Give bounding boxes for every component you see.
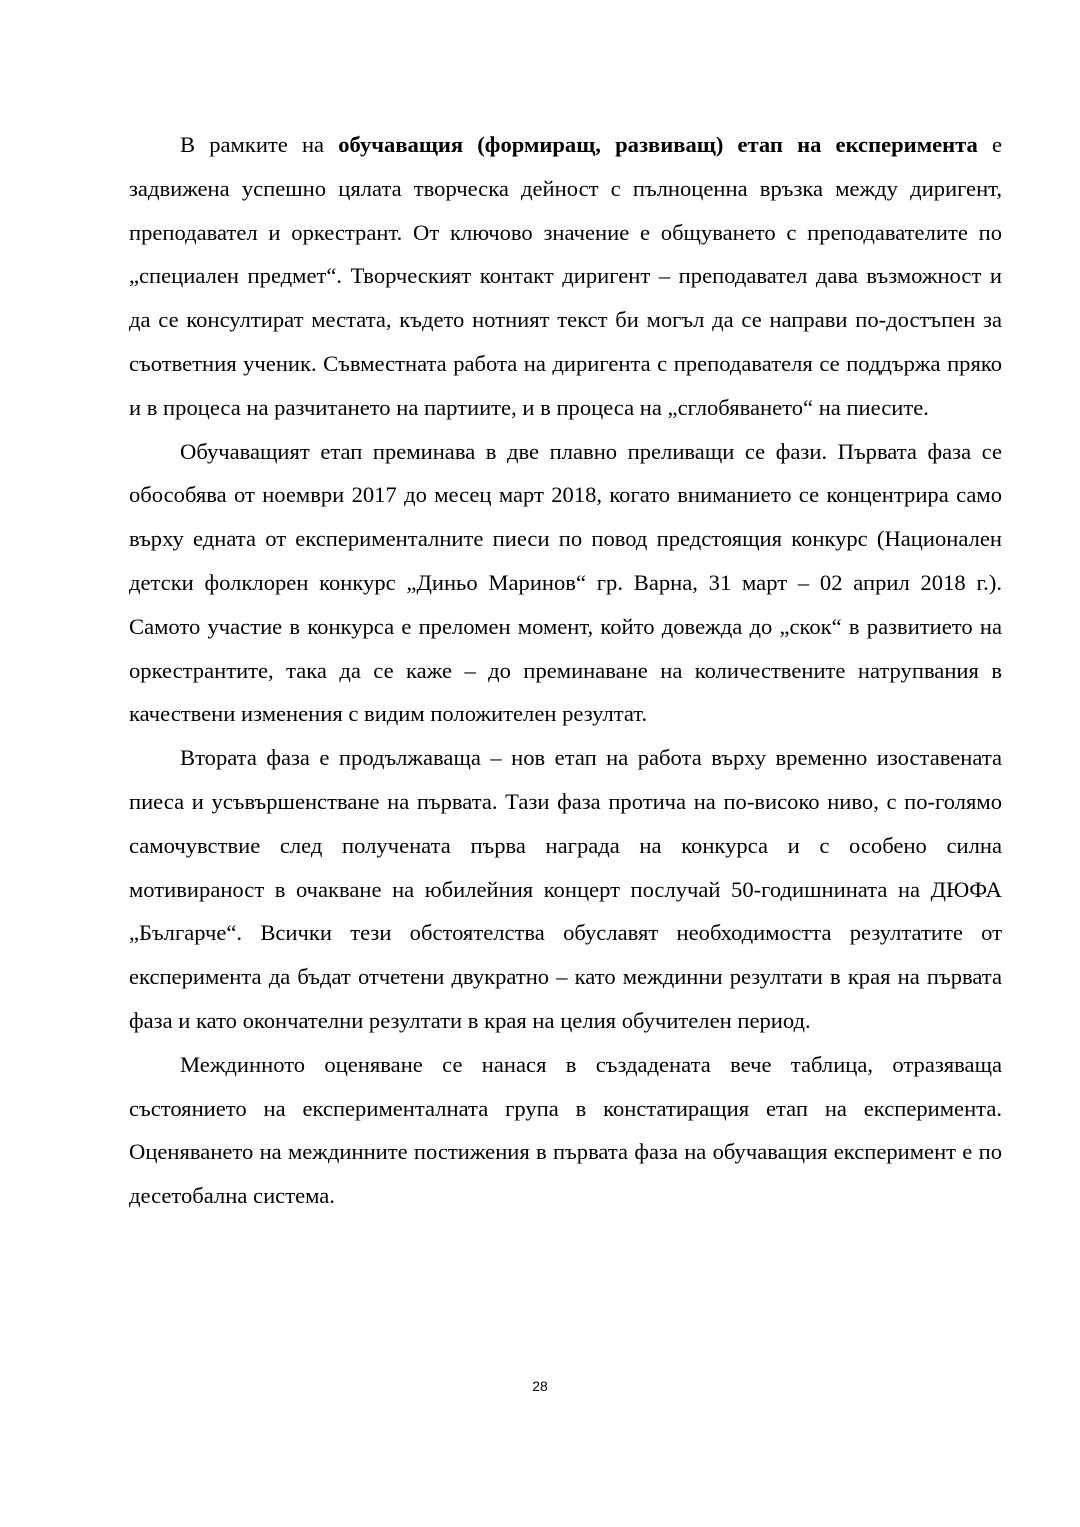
emphasized-phrase: обучаващия (формиращ, развиващ) етап на експеримента bbox=[338, 132, 978, 157]
page-number: 28 bbox=[532, 1378, 548, 1394]
paragraph-lead: В рамките на bbox=[180, 132, 339, 157]
paragraph-training-stage bbox=[129, 123, 1002, 430]
paragraph-second-phase: Втората фаза е продължаваща – нов етап на работа върху временно изоставената пиеса и усъвършенстване на първата. Тази фаза протича на по-високо ниво, с по-голямо самочувствие след получената първа награда на конкурса и с особено силна мотивираност в очакване на юбилейния концерт послучай 50-годишнината на ДЮФА „Българче“. Всички тези обстоятелства обуславят необходимостта резултатите от експеримента да бъдат отчетени двукратно – като междинни резултати в края на първата фаза и като окончателни резултати в края на целия обучителен период. bbox=[129, 745, 1002, 1033]
body-text bbox=[129, 123, 1002, 1218]
paragraph-interim-assessment: Междинното оценяване се нанася в създадената вече таблица, отразяваща състоянието на експерименталната група в констатиращия етап на експеримента. Оценяването на междинните постижения в първата фаза на обучаващия експеримент е по десетобална система. bbox=[129, 1051, 1002, 1209]
paragraph-two-phases: Обучаващият етап преминава в две плавно преливащи се фази. Първата фаза се обособява от ноември 2017 до месец март 2018, когато вниманието се концентрира само върху едната от експерименталните пиеси по повод предстоящия конкурс (Национален детски фолклорен конкурс „Диньо Маринов“ гр. Варна, 31 март – 02 април 2018 г.). Самото участие в конкурса е преломен момент, който довежда до „скок“ в развитието на оркестрантите, така да се каже – до преминаване на количествените натрупвания в качествени изменения с видим положителен резултат. bbox=[129, 438, 1002, 727]
paragraph-rest: е задвижена успешно цялата творческа дейност с пълноценна връзка между диригент, преподавател и оркестрант. От ключово значение е общуването с преподавателите по „специален предмет“. Творческият контакт диригент – преподавател дава възможност и да се консултират местата, където нотният текст би могъл да се направи по-достъпен за съответния ученик. Съвместната работа на диригента с преподавателя се поддържа пряко и в процеса на разчитането на партиите, и в процеса на „сглобяването“ на пиесите. bbox=[129, 132, 1002, 420]
